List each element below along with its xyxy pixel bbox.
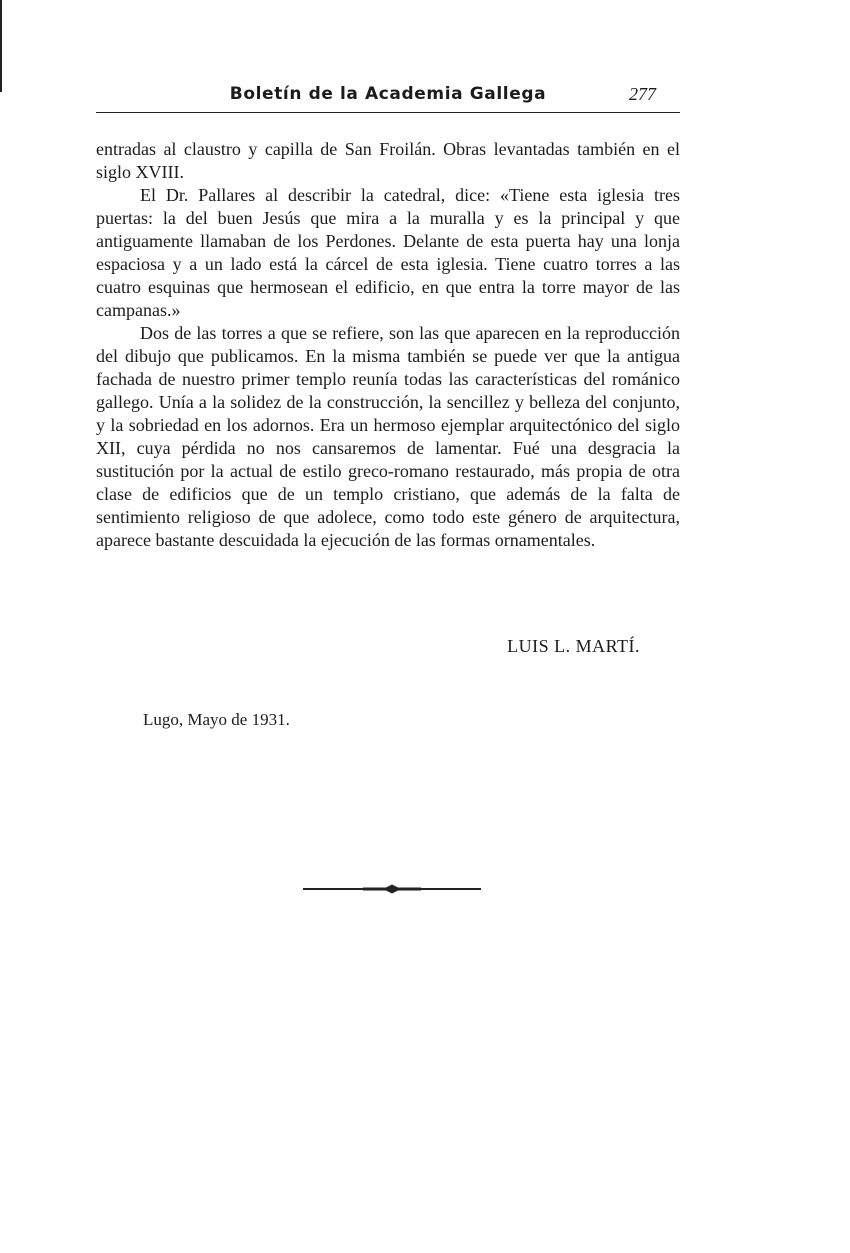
paragraph-continuation: entradas al claustro y capilla de San Froilán. Obras levantadas también en el siglo XVIII. xyxy=(96,139,680,182)
paragraph-analysis: Dos de las torres a que se refiere, son las que aparecen en la reproducción del dibujo que publicamos. En la misma también se puede ver que la antigua fachada de nuestro primer templo reunía todas las características del románico gallego. Unía a la solidez de la construcción, la sencillez y belleza del conjunto, y la sobriedad en los adornos. Era un hermoso ejemplar arquitectónico del siglo XII, cuya pérdida no nos cansaremos de lamentar. Fué una desgracia la sustitución por la actual de estilo greco-romano restaurado, más propia de otra clase de edificios que de un templo cristiano, que además de la falta de sentimiento religioso de que adolece, como todo este género de arquitectura, aparece bastante descuidada la ejecución de las formas ornamentales. xyxy=(96,323,680,550)
article-body xyxy=(96,138,680,552)
paragraph-quote: El Dr. Pallares al describir la catedral, dice: «Tiene esta iglesia tres puertas: la del buen Jesús que mira a la muralla y es la principal y que antiguamente llamaban de los Perdones. Delante de esta puerta hay una lonja espaciosa y a un lado está la cárcel de esta iglesia. Tiene cuatro torres a las cuatro esquinas que hermosean el edificio, en que entra la torre mayor de las campanas.» xyxy=(96,185,680,320)
page-edge-mark xyxy=(0,0,2,92)
journal-title: Boletín de la Academia Gallega xyxy=(229,84,547,104)
dateline: Lugo, Mayo de 1931. xyxy=(143,710,290,729)
page-number: 277 xyxy=(629,84,656,104)
closing-ornament xyxy=(303,882,481,896)
header-rule xyxy=(96,112,680,113)
author-signature: LUIS L. MARTÍ. xyxy=(507,636,640,656)
running-header xyxy=(96,84,680,114)
document-page xyxy=(96,84,680,729)
